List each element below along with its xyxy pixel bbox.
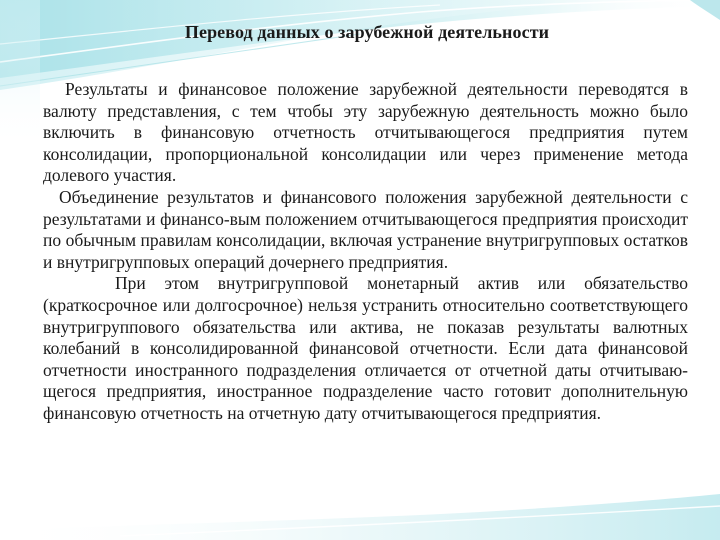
slide-title: Перевод данных о зарубежной деятельности xyxy=(184,22,550,42)
paragraph-3: При этом внутригрупповой монетарный актив или обязательство (краткосрочное или долгосрочное) нельзя устранить относительно соответствующего внутригруппового обязательства или актива, не показав результаты валютных колебаний в консолидированной финансовой отчетности. Если дата финансовой отчетности иностранного подразделения отличается от отчетной даты отчитываю-щегося предприятия, иностранное подразделение часто готовит дополнительную финансовую отчетность на отчетную дату отчитывающегося предприятия. xyxy=(43,273,688,423)
left-fade xyxy=(0,0,40,300)
paragraph-2: Объединение результатов и финансового положения зарубежной деятельности с результатами и финансо-вым положением отчитывающегося предприятия происходит по обычным правилам консолидации, включая устранение внутригрупповых остатков и внутригрупповых операций дочернего предприятия. xyxy=(43,186,688,272)
top-right-accent xyxy=(690,0,720,20)
bottom-wave-primary xyxy=(0,494,720,540)
paragraph-1: Результаты и финансовое положение зарубежной деятельности переводятся в валюту представления, с тем чтобы эту зарубежную деятельность можно было включить в финансовую отчетность отчитывающегося предприятия путем консолидации, пропорциональной консолидации или через применение метода долевого участия. xyxy=(43,79,688,186)
slide-body xyxy=(43,79,688,425)
